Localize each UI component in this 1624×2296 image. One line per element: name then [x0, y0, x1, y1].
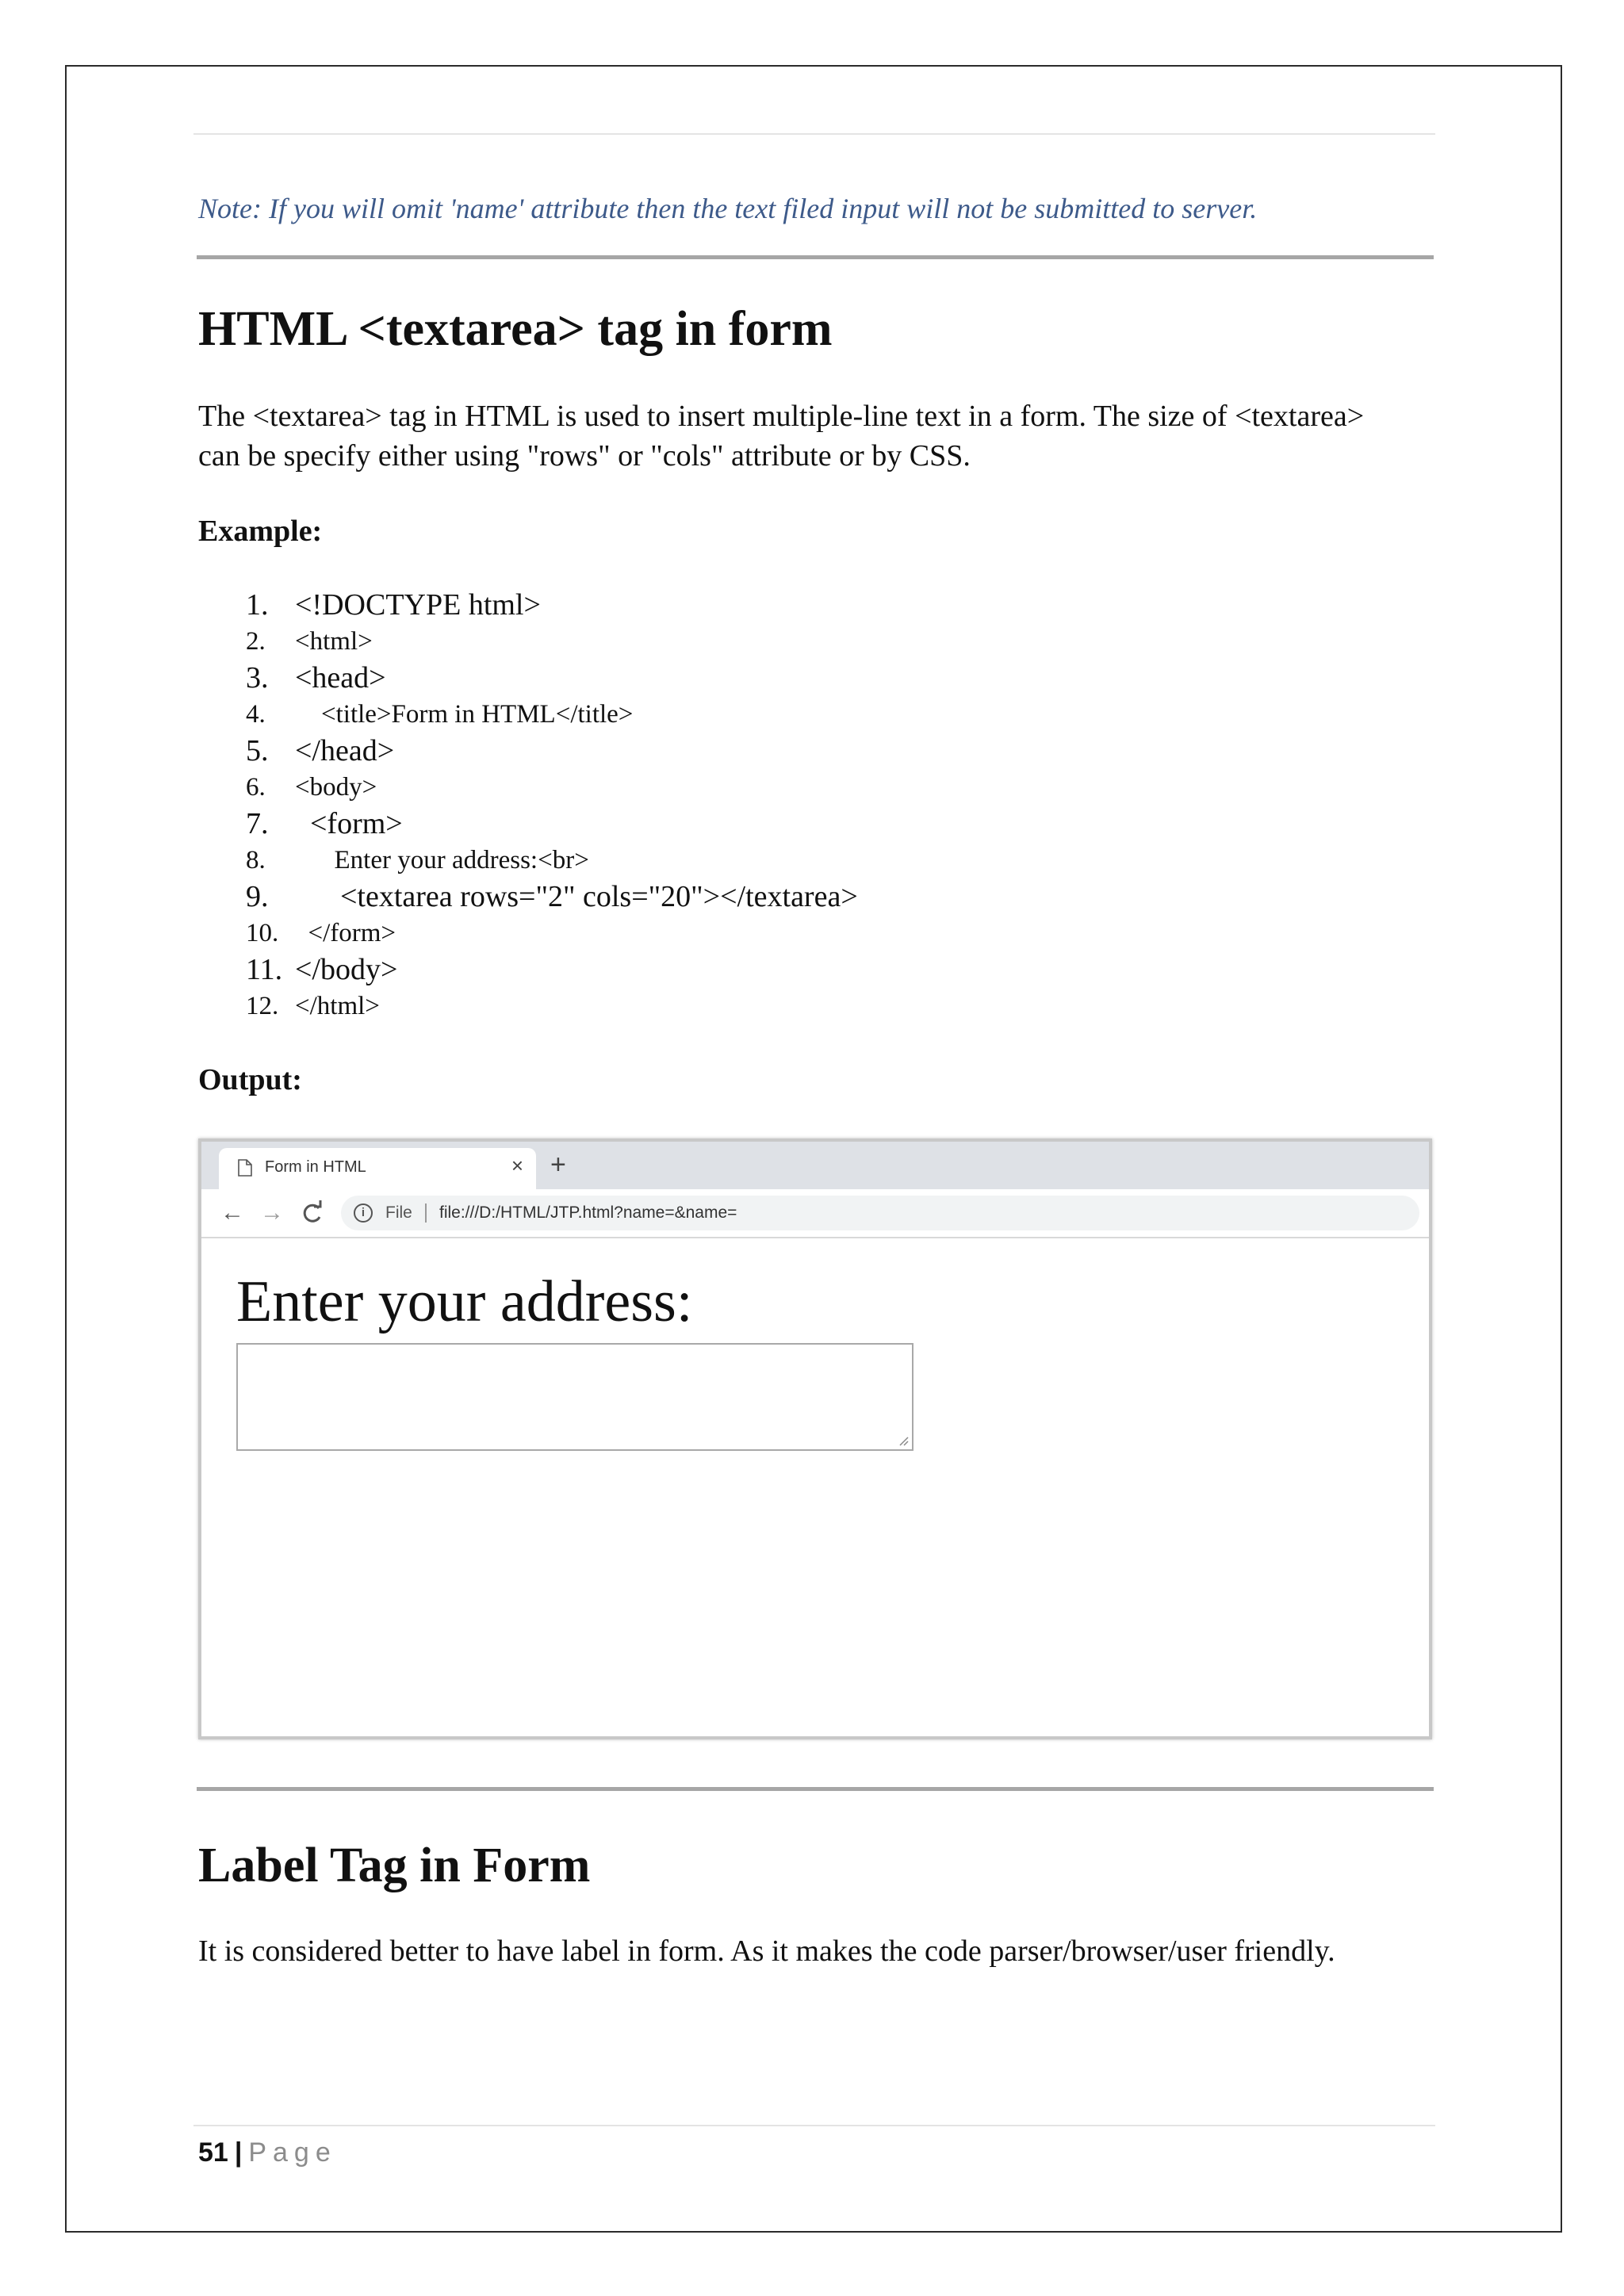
code-line-number: 7.	[246, 807, 269, 840]
address-bar[interactable]	[341, 1196, 1419, 1230]
header-divider	[193, 133, 1435, 135]
browser-tab[interactable]	[219, 1148, 536, 1189]
code-line	[246, 806, 858, 842]
code-line	[246, 988, 858, 1024]
url-text[interactable]: file:///D:/HTML/JTP.html?name=&name=	[439, 1203, 737, 1222]
page-footer	[198, 2137, 337, 2168]
resize-grip-icon[interactable]	[898, 1435, 909, 1446]
code-line-text: <head>	[295, 661, 386, 695]
section-heading-textarea: HTML <textarea> tag in form	[198, 302, 833, 356]
code-line-text: <title>Form in HTML</title>	[295, 699, 634, 729]
code-line-number: 5.	[246, 734, 269, 767]
code-line-text: <body>	[295, 772, 377, 802]
code-line-number: 10.	[246, 918, 279, 947]
page-icon	[238, 1159, 252, 1177]
code-line-text: </body>	[295, 953, 398, 986]
code-line-text: <html>	[295, 626, 373, 656]
code-line-text: </head>	[295, 734, 395, 767]
code-line	[246, 696, 858, 733]
code-line-number: 12.	[246, 991, 279, 1020]
code-line-number: 2.	[246, 626, 266, 656]
forward-arrow-icon[interactable]: →	[260, 1200, 284, 1226]
browser-viewport	[201, 1238, 1429, 1739]
code-line	[246, 951, 858, 988]
code-line-number: 1.	[246, 588, 269, 622]
code-line-number: 4.	[246, 699, 266, 729]
code-line	[246, 660, 858, 696]
browser-toolbar	[201, 1189, 1429, 1238]
address-label: Enter your address:	[236, 1269, 693, 1334]
output-label: Output:	[198, 1063, 302, 1096]
code-line-text: <!DOCTYPE html>	[295, 588, 541, 622]
back-arrow-icon[interactable]: ←	[220, 1200, 244, 1226]
code-line-text: Enter your address:<br>	[295, 845, 589, 874]
code-line-text: </html>	[295, 991, 380, 1020]
code-line	[246, 587, 858, 623]
code-line-text: <textarea rows="2" cols="20"></textarea>	[295, 880, 858, 913]
code-line	[246, 733, 858, 769]
section-paragraph-label: It is considered better to have label in form. As it makes the code parser/browser/user friendly.	[198, 1934, 1335, 1968]
address-separator	[425, 1203, 427, 1223]
code-line-number: 8.	[246, 845, 266, 874]
code-line-number: 11.	[246, 953, 283, 986]
section-divider	[197, 1787, 1434, 1791]
new-tab-icon[interactable]: +	[550, 1150, 566, 1180]
code-line	[246, 878, 858, 915]
note-text: Note: If you will omit 'name' attribute then the text filed input will not be submitted to server.	[198, 193, 1258, 224]
scheme-label: File	[385, 1203, 412, 1222]
browser-screenshot	[198, 1138, 1432, 1739]
code-line-number: 9.	[246, 880, 269, 913]
browser-tabstrip	[201, 1142, 1429, 1189]
footer-divider	[193, 2125, 1435, 2126]
address-textarea[interactable]	[236, 1343, 914, 1451]
page-number: 51	[198, 2137, 228, 2168]
code-line	[246, 623, 858, 660]
example-label: Example:	[198, 515, 323, 548]
section-divider	[197, 255, 1434, 259]
footer-separator: |	[234, 2137, 243, 2168]
section-heading-label: Label Tag in Form	[198, 1839, 591, 1892]
code-line-text: </form>	[295, 918, 396, 947]
code-line	[246, 842, 858, 878]
code-line-text: <form>	[295, 807, 403, 840]
code-listing	[246, 587, 858, 1024]
page-label: Page	[248, 2137, 337, 2168]
code-line	[246, 769, 858, 806]
close-icon[interactable]: ×	[511, 1154, 523, 1177]
section-paragraph-textarea: The <textarea> tag in HTML is used to insert multiple-line text in a form. The size of <textarea> can be specify either using "rows" or "cols" attribute or by CSS.	[198, 400, 1365, 473]
code-line-number: 3.	[246, 661, 269, 695]
code-line	[246, 915, 858, 951]
tab-title: Form in HTML	[265, 1158, 366, 1176]
code-line-number: 6.	[246, 772, 266, 802]
reload-icon[interactable]	[301, 1197, 324, 1229]
info-icon[interactable]: i	[354, 1203, 373, 1223]
